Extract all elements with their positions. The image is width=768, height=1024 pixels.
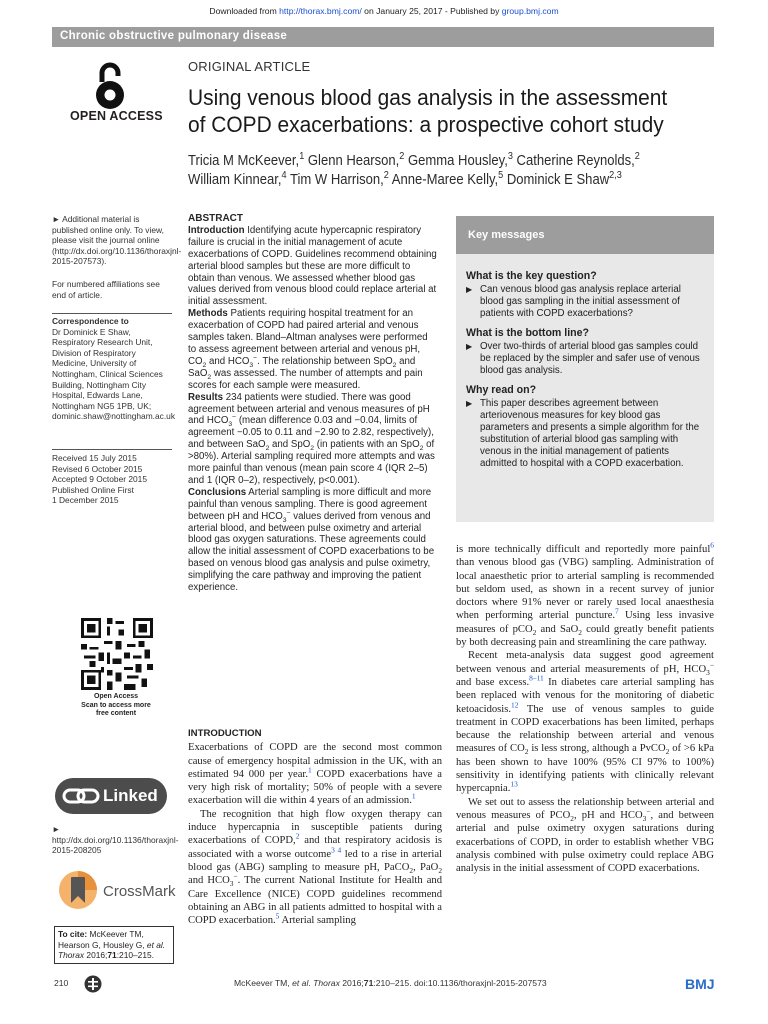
open-access-label: OPEN ACCESS xyxy=(70,109,163,123)
bullet-triangle-icon: ▶ xyxy=(466,342,473,351)
abstract-results: Results 234 patients were studied. There was good agreement between arterial and venous measures of pH and $HCO_3^-$ (mean difference 0.03 and −0.04, limits of agreement −0.05 to 0.11 and −2.90 to 2.82, respectively), and between SaO$_2$ and SpO$_2$ (in patients with an SpO$_2$ of >80%). Arterial sampling required more attempts and was more painful than venous (mean pain score 4 (IQR 2–5) and 1 (IQR 0–2), respectively, p<0.001). xyxy=(188,391,435,486)
crossmark-label: CrossMark xyxy=(103,883,176,900)
abstract-heading: ABSTRACT xyxy=(188,213,243,224)
intro-paragraph-1: Exacerbations of COPD are the second most common cause of emergency hospital admission in the UK, with an estimated 94 000 per year.$^1$ COPD exacerbations have a very high risk of mortality; 50% of people with a severe exacerbation will die within 4 years of an admission.$^1$ xyxy=(188,742,442,807)
article-type: ORIGINAL ARTICLE xyxy=(188,59,311,74)
page-number: 210 xyxy=(54,978,69,988)
additional-material-note[interactable]: ► Additional material is published online only. To view, please visit the journal online (http://dx.doi.org/10.1136/thoraxjnl-2015-207573). xyxy=(52,214,182,267)
abstract-conclusions: Conclusions Arterial sampling is more difficult and more painful than venous sampling. There is good agreement between pH and $HCO_3^-$ values derived from venous and arterial blood, and between pulse oximetry and arterial blood gas oxygen saturations. These agreements could allow the initial assessment of COPD exacerbations to be based on venous blood gas analysis and pulse oximetry, simplifying the care pathway and improving the patient experience. xyxy=(188,486,435,594)
publisher-link[interactable]: group.bmj.com xyxy=(501,6,559,16)
correspondence xyxy=(52,313,176,422)
abstract-methods: Methods Patients requiring hospital treatment for an exacerbation of COPD had paired arterial and venous samples taken. Bland–Altman analyses were performed to assess agreement between arterial and venous pH, $CO_2$ and $HCO_3^-$. The relationship between SpO$_2$ and SaO$_2$ was assessed. The number of attempts and pain scores for each sample were measured. xyxy=(188,308,428,391)
abstract-introduction: Introduction Identifying acute hypercapnic respiratory failure is crucial in the initial management of acute exacerbations of COPD. Guidelines recommend obtaining arterial blood samples but these are more difficult to obtain than venous. We assessed whether blood gas values derived from venous blood could replace arterial at initial assessment. xyxy=(188,224,437,308)
open-access-lock-icon xyxy=(94,62,126,112)
key-messages-box xyxy=(456,216,714,522)
correspondence-heading: Correspondence to xyxy=(52,316,129,326)
bottom-line-heading: What is the bottom line? xyxy=(466,327,589,339)
linked-article-doi[interactable]: ► http://dx.doi.org/10.1136/thoraxjnl-2015-208205 xyxy=(52,824,179,856)
cite-box: To cite: McKeever TM, Hearson G, Housley G, et al. Thorax 2016;71:210–215. xyxy=(54,926,174,964)
introduction-section xyxy=(188,727,442,927)
footer-citation: McKeever TM, et al. Thorax 2016;71:210–215. doi:10.1136/thoraxjnl-2015-207573 xyxy=(234,978,547,988)
correspondence-body: Dr Dominick E Shaw, Respiratory Research Unit, Division of Respiratory Medicine, University of Nottingham, Clinical Sciences Building, Nottingham City Hospital, Edwards Lane, Nottingham NG5 1PB, UK; dominic.shaw@nottingham.ac.uk xyxy=(52,326,176,422)
abstract xyxy=(188,213,438,594)
qr-caption: Open Access Scan to access more free content xyxy=(81,693,151,717)
section-band xyxy=(52,27,714,47)
body-column-right xyxy=(456,540,715,875)
link-chain-icon xyxy=(62,787,100,805)
bottom-line-bullet: ▶ Over two-thirds of arterial blood gas samples could be replaced by the simpler and safer use of venous blood gas analysis. xyxy=(466,341,700,376)
why-read-bullet: ▶ This paper describes agreement between arteriovenous measures for key blood gas parameters and presents a simple algorithm for the substitution of arterial blood gas sampling with venous in the initial management of patients admitted to hospital with a COPD exacerbation. xyxy=(466,398,700,469)
article-dates: Received 15 July 2015 Revised 6 October 2015 Accepted 9 October 2015 Published Online First 1 December 2015 xyxy=(52,449,172,506)
bullet-triangle-icon: ▶ xyxy=(466,285,473,294)
affiliations-note: For numbered affiliations see end of article. xyxy=(52,279,160,300)
article-title: Using venous blood gas analysis in the assessment of COPD exacerbations: a prospective cohort study xyxy=(188,85,668,137)
bmj-logo[interactable]: BMJ xyxy=(685,976,715,992)
download-middle: on January 25, 2017 - Published by xyxy=(361,6,502,16)
download-prefix: Downloaded from xyxy=(209,6,280,16)
journal-seal-icon xyxy=(84,975,102,993)
author-list: Tricia M McKeever,$^1$ Glenn Hearson,$^2$ Gemma Housley,$^3$ Catherine Reynolds,$^2$ William Kinnear,$^4$ Tim W Harrison,$^2$ Anne-Maree Kelly,$^5$ Dominick E Shaw$^{2,3}$ xyxy=(188,151,640,188)
journal-site-link[interactable]: http://thorax.bmj.com/ xyxy=(279,6,362,16)
linked-label: Linked xyxy=(103,786,158,805)
key-question-bullet: ▶ Can venous blood gas analysis replace arterial blood gas sampling in the initial assessment of patients with COPD exacerbations? xyxy=(466,284,681,319)
qr-code-icon[interactable] xyxy=(81,618,153,690)
intro-paragraph-2: The recognition that high flow oxygen therapy can induce hypercapnia in susceptible patients during exacerbations of COPD,$^2$ and that respiratory acidosis is associated with a worse outcome$^{3 4}$ led to a rise in arterial blood gas (ABG) sampling to measure pH, PaCO$_2$, PaO$_2$ and $HCO_3^-$. The current National Institute for Health and Care Excellence (NICE) COPD guidelines recommend obtaining an ABG in all patients admitted to hospital with a COPD exacerbation.$^5$ Arterial sampling xyxy=(188,808,443,927)
body-paragraph-2: Recent meta-analysis data suggest good agreement between venous and arterial measurements of pH, $HCO_3^-$ and base excess.$^{8-11}$ In diabetes care arterial sampling has been replaced with venous for the monitoring of diabetic ketoacidosis.$^{12}$ The use of venous samples to guide treatment in COPD exacerbations has been limited, perhaps because the relationship between arterial and venous measures of $CO_2$ is less strong, although a PvCO$_2$ of >6 kPa has been shown to have 100% (95% CI 97% to 100%) sensitivity in identifying patients with clinically relevant hypercapnia.$^{13}$ xyxy=(456,650,715,795)
section-title: Chronic obstructive pulmonary disease xyxy=(60,30,288,42)
body-paragraph-1: is more technically difficult and reportedly more painful$^6$ than venous blood gas (VBG) sampling. Administration of local anaesthetic prior to arterial sampling is recommended but seldom used, as shown in a recent survey of junior doctors where 91% never or rarely used local anaesthesia when performing arterial puncture.$^7$ Using less invasive measures of pCO$_2$ and SaO$_2$ could greatly benefit patients by both decreasing pain and streamlining the care pathway. xyxy=(456,540,714,649)
key-messages-header xyxy=(456,216,714,254)
key-question-heading: What is the key question? xyxy=(466,270,597,282)
introduction-heading: INTRODUCTION xyxy=(188,728,262,739)
why-read-heading: Why read on? xyxy=(466,384,537,396)
body-paragraph-3: We set out to assess the relationship between arterial and venous measures of $PCO_2$, pH and $HCO_3^-$, and between arterial and pulse oximetry oxygen saturations during exacerbations of COPD, in order to establish whether VBG analysis combined with pulse oximetry could replace ABG analysis in the initial assessment of COPD exacerbations. xyxy=(456,796,714,875)
download-bar xyxy=(0,6,768,16)
crossmark-icon[interactable] xyxy=(57,865,99,915)
bullet-triangle-icon: ▶ xyxy=(466,399,473,408)
key-messages-heading: Key messages xyxy=(468,229,545,241)
linked-badge[interactable] xyxy=(55,778,167,814)
